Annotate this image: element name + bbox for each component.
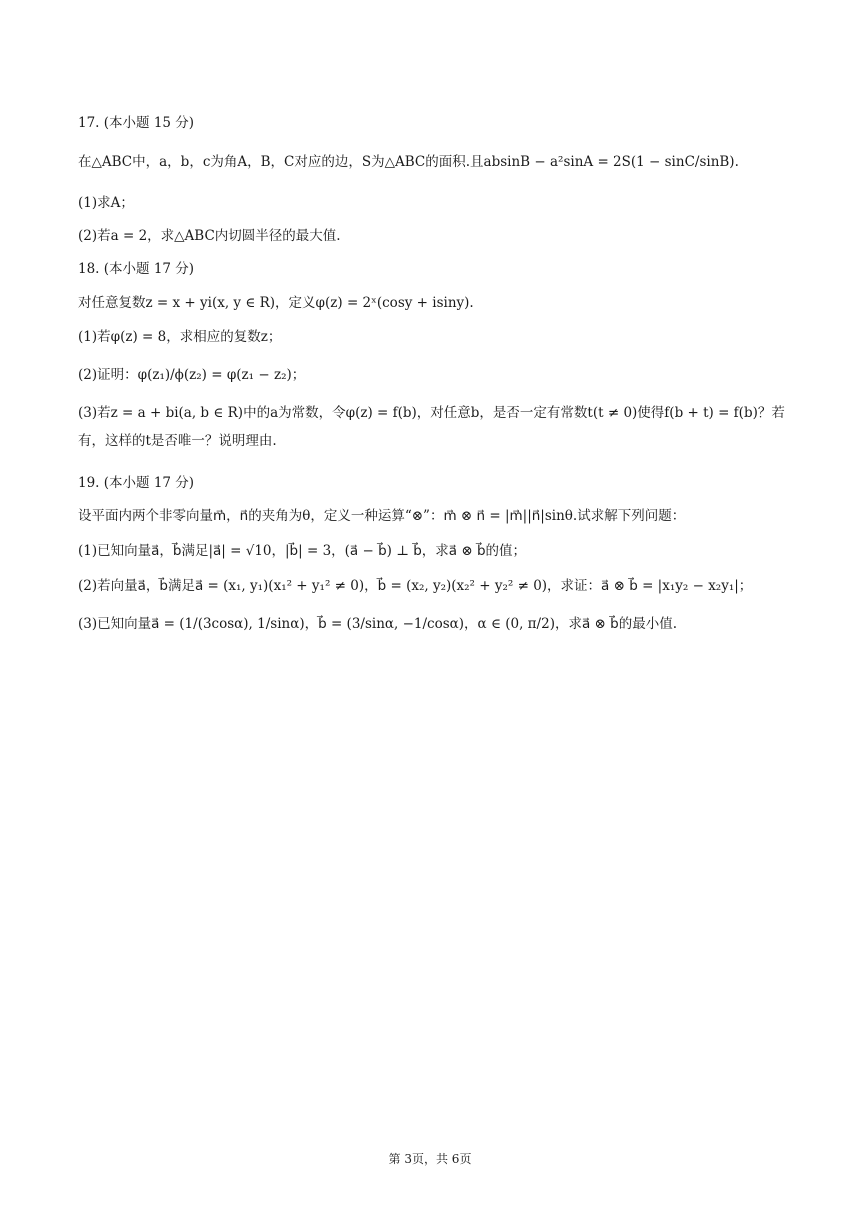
problem-19-part-3: (3)已知向量a⃗ = (1/(3cosα), 1/sinα)，b⃗ = (3/sinα, −1/cosα)，α ∈ (0, π/2)，求a⃗ ⊗ b⃗的最小值. <box>78 616 677 632</box>
problem-17-part-2: (2)若a = 2，求△ABC内切圆半径的最大值. <box>78 228 341 244</box>
problem-19-stem: 设平面内两个非零向量m⃗，n⃗的夹角为θ，定义一种运算“⊗”：m⃗ ⊗ n⃗ = |m⃗||n⃗|sinθ.试求解下列问题： <box>78 508 686 524</box>
problem-19-part-1: (1)已知向量a⃗，b⃗满足|a⃗| = √10，|b⃗| = 3，(a⃗ − b⃗) ⊥ b⃗，求a⃗ ⊗ b⃗的值； <box>78 543 527 559</box>
problem-19-part-2: (2)若向量a⃗，b⃗满足a⃗ = (x₁, y₁)(x₁² + y₁² ≠ 0)，b⃗ = (x₂, y₂)(x₂² + y₂² ≠ 0)，求证：a⃗ ⊗ b⃗ = |x₁y₂ − x₂y₁|； <box>78 578 753 594</box>
problem-17-part-1: (1)求A； <box>78 195 134 211</box>
problem-18-part-3: (3)若z = a + bi(a, b ∈ R)中的a为常数，令φ(z) = f(b)，对任意b，是否一定有常数t(t ≠ 0)使得f(b + t) = f(b)？若有，这样的t是否唯一？说明理由. <box>78 405 785 449</box>
problem-18-header: 18. (本小题 17 分) <box>78 261 195 277</box>
problem-17-stem: 在△ABC中，a，b，c为角A，B，C对应的边，S为△ABC的面积.且absinB − a²sinA = 2S(1 − sinC/sinB). <box>78 154 739 170</box>
problem-18-part-1: (1)若φ(z) = 8，求相应的复数z； <box>78 329 282 345</box>
problem-18-stem: 对任意复数z = x + yi(x, y ∈ R)，定义φ(z) = 2ˣ(cosy + isiny). <box>78 295 474 311</box>
page-footer: 第 3页，共 6页 <box>388 1152 472 1166</box>
problem-18-part-2: (2)证明：φ(z₁)/ϕ(z₂) = φ(z₁ − z₂)； <box>78 367 306 383</box>
problem-19-header: 19. (本小题 17 分) <box>78 475 195 491</box>
problem-17-header: 17. (本小题 15 分) <box>78 115 195 131</box>
